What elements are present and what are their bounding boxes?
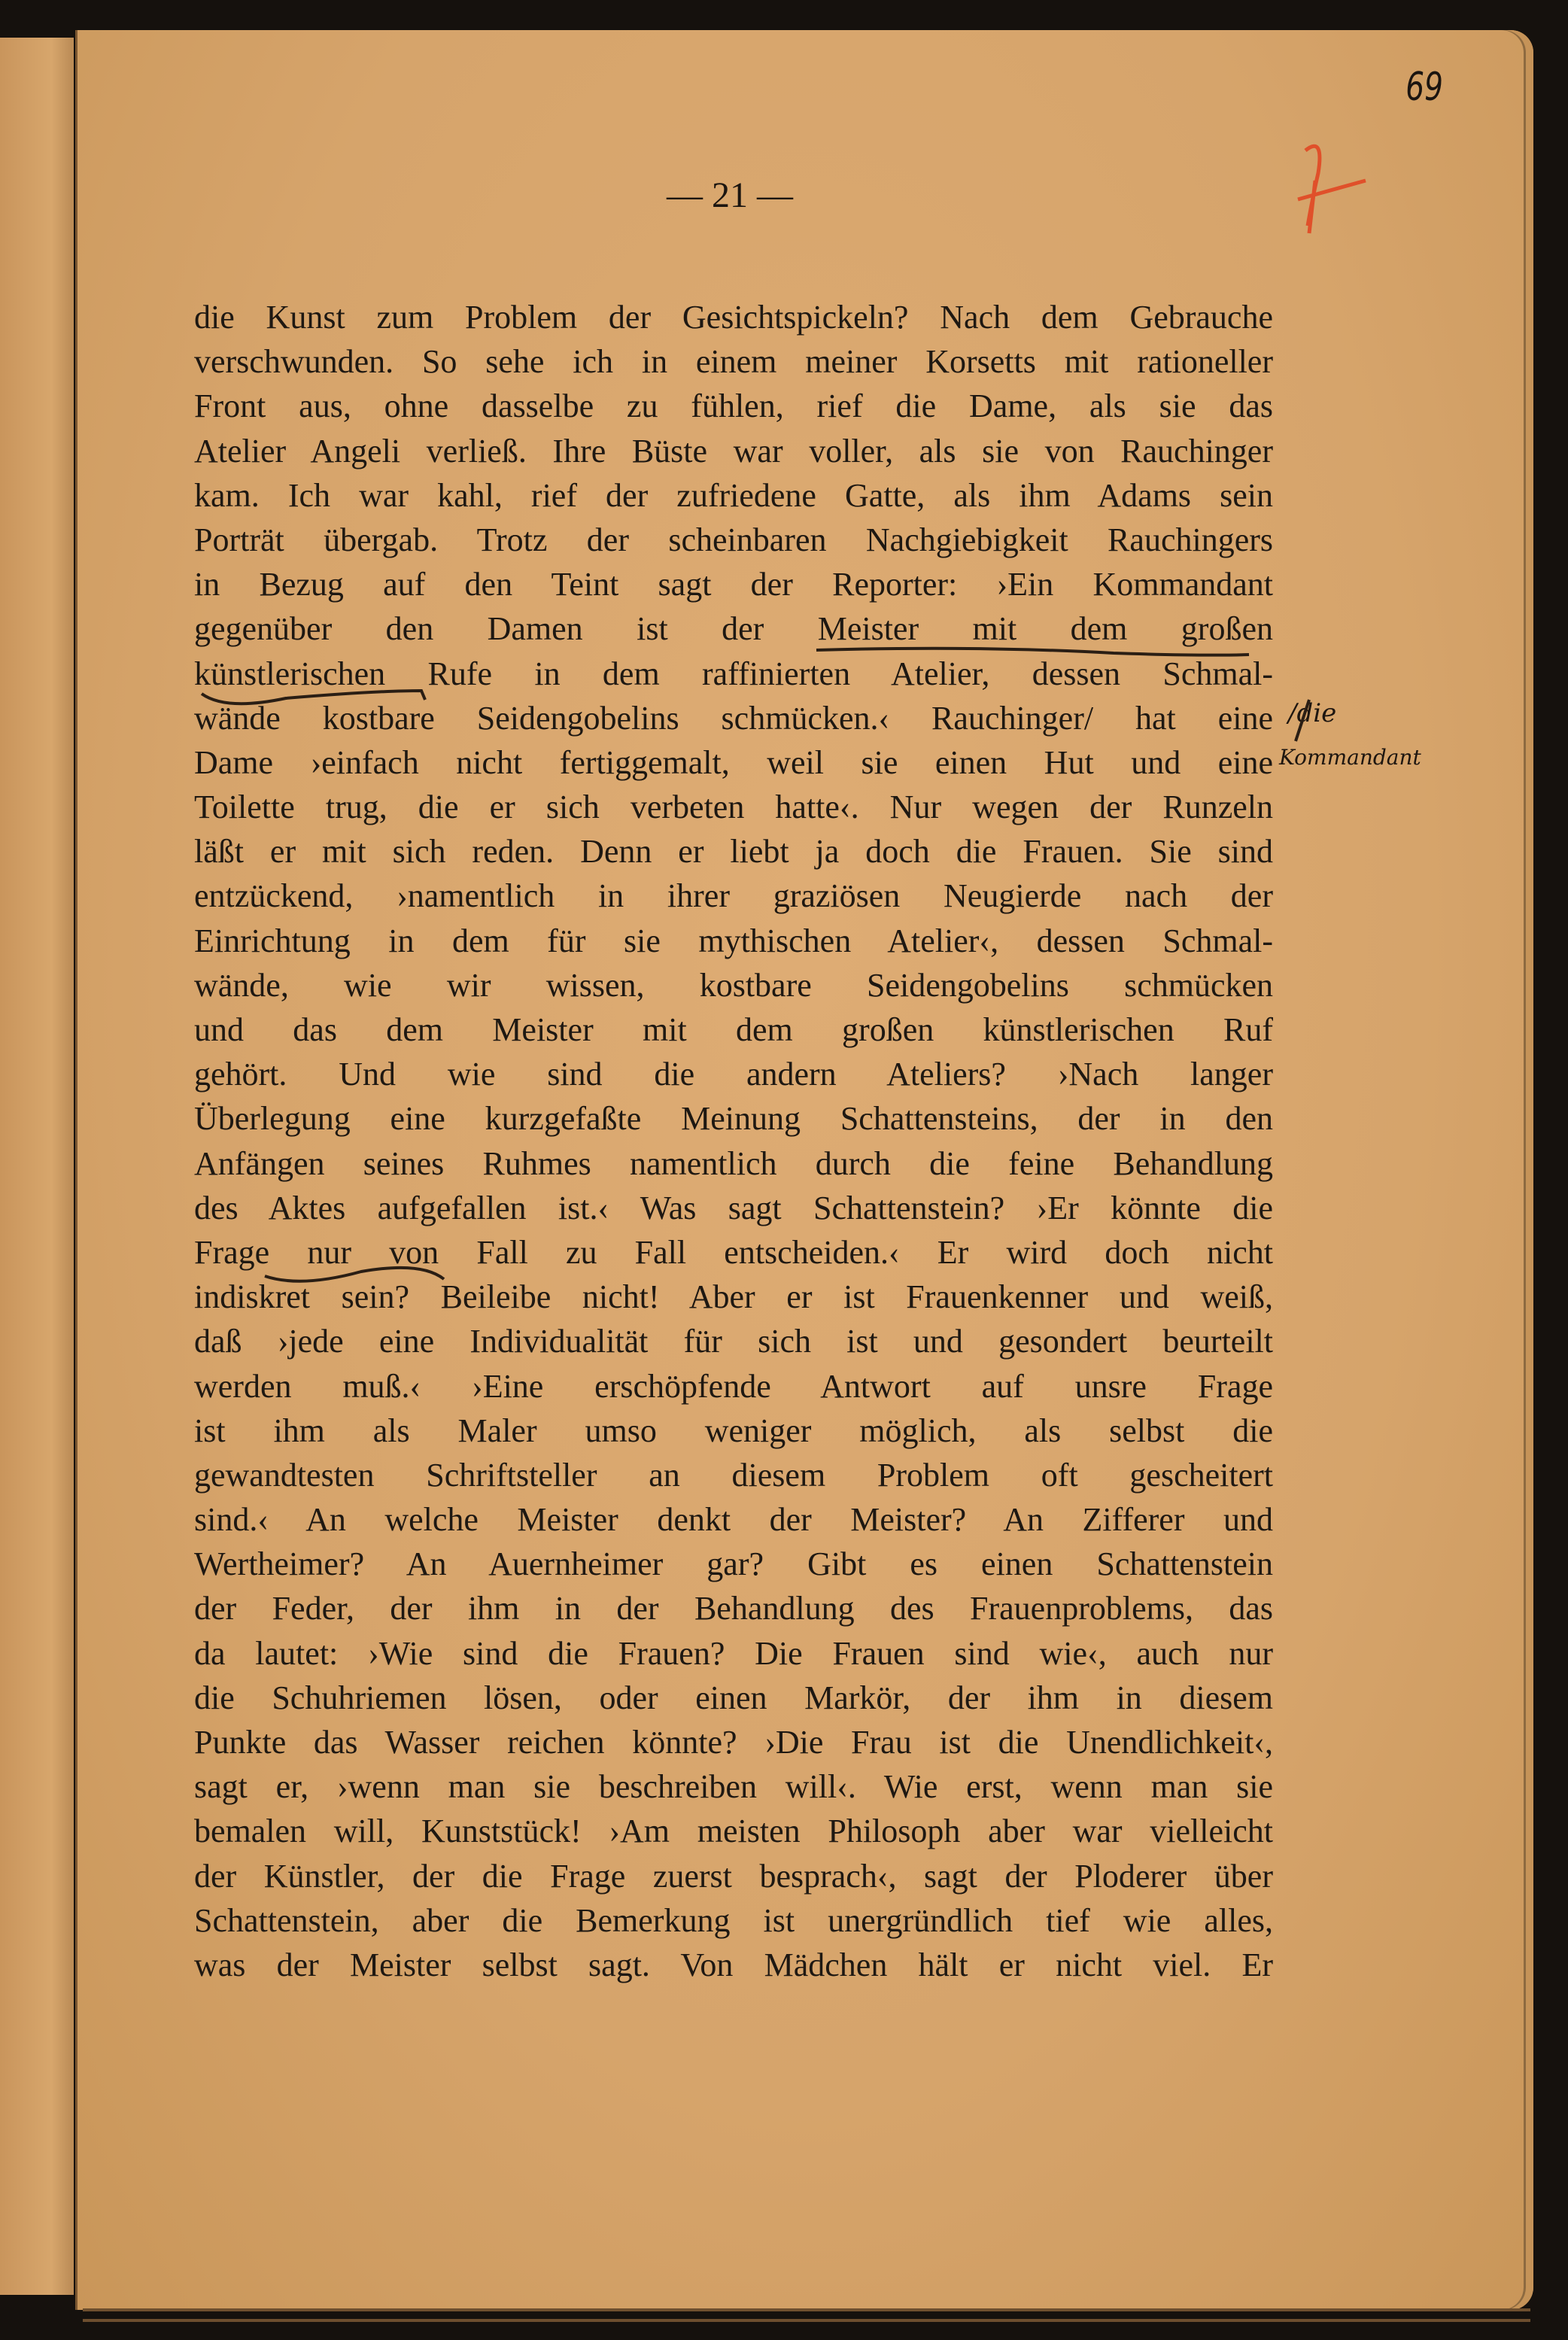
text-line: Überlegung eine kurzgefaßte Meinung Schattensteins, der in den <box>194 1100 1273 1138</box>
text-line: in Bezug auf den Teint sagt der Reporter: ›Ein Kommandant <box>194 566 1273 603</box>
text-line: der Künstler, der die Frage zuerst besprach‹, sagt der Ploderer über <box>194 1857 1273 1895</box>
text-line: wände kostbare Seidengobelins schmücken.‹ Rauchinger/ hat eine <box>194 699 1273 737</box>
text-line: werden muß.‹ ›Eine erschöpfende Antwort auf unsre Frage <box>194 1367 1273 1405</box>
text-line: Front aus, ohne dasselbe zu fühlen, rief die Dame, als sie das <box>194 387 1273 425</box>
text-line: Toilette trug, die er sich verbeten hatte‹. Nur wegen der Runzeln <box>194 789 1273 826</box>
margin-note-insert: /die <box>1288 698 1337 728</box>
text-line: was der Meister selbst sagt. Von Mädchen hält er nicht viel. Er <box>194 1946 1273 1983</box>
text-line: und das dem Meister mit dem großen künstlerischen Ruf <box>194 1011 1273 1048</box>
text-line: der Feder, der ihm in der Behandlung des Frauenproblems, das <box>194 1590 1273 1627</box>
text-line: die Schuhriemen lösen, oder einen Markör, der ihm in diesem <box>194 1679 1273 1716</box>
text-line: gewandtesten Schriftsteller an diesem Problem oft gescheitert <box>194 1456 1273 1494</box>
text-line: daß ›jede eine Individualität für sich ist und gesondert beurteilt <box>194 1323 1273 1360</box>
text-line: bemalen will, Kunststück! ›Am meisten Philosoph aber war vielleicht <box>194 1813 1273 1850</box>
text-line: wände, wie wir wissen, kostbare Seidengobelins schmücken <box>194 966 1273 1004</box>
margin-note-word: Kommandant <box>1279 745 1421 770</box>
text-line: gegenüber den Damen ist der Meister mit dem großen <box>194 610 1273 648</box>
text-line: Punkte das Wasser reichen könnte? ›Die Frau ist die Unendlichkeit‹, <box>194 1724 1273 1761</box>
text-line: Atelier Angeli verließ. Ihre Büste war voller, als sie von Rauchinger <box>194 432 1273 470</box>
page-stack-edge <box>83 2319 1530 2322</box>
text-line: Porträt übergab. Trotz der scheinbaren Nachgiebigkeit Rauchingers <box>194 521 1273 558</box>
text-line: Anfängen seines Ruhmes namentlich durch die feine Behandlung <box>194 1144 1273 1182</box>
text-line: entzückend, ›namentlich in ihrer graziösen Neugierde nach der <box>194 877 1273 915</box>
text-line: ist ihm als Maler umso weniger möglich, als selbst die <box>194 1412 1273 1449</box>
text-line: sind.‹ An welche Meister denkt der Meister? An Zifferer und <box>194 1501 1273 1539</box>
text-line: künstlerischen Rufe in dem raffinierten Atelier, dessen Schmal- <box>194 655 1273 692</box>
text-line: läßt er mit sich reden. Denn er liebt ja doch die Frauen. Sie sind <box>194 833 1273 871</box>
text-line: kam. Ich war kahl, rief der zufriedene Gatte, als ihm Adams sein <box>194 476 1273 514</box>
text-line: die Kunst zum Problem der Gesichtspickeln? Nach dem Gebrauche <box>194 299 1273 336</box>
page-number: — 21 — <box>667 175 793 215</box>
text-line: Dame ›einfach nicht fertiggemalt, weil sie einen Hut und eine <box>194 743 1273 781</box>
text-line: Wertheimer? An Auernheimer gar? Gibt es einen Schattenstein <box>194 1545 1273 1583</box>
text-line: Schattenstein, aber die Bemerkung ist unergründlich tief wie alles, <box>194 1901 1273 1939</box>
text-line: sagt er, ›wenn man sie beschreiben will‹. Wie erst, wenn man sie <box>194 1768 1273 1806</box>
text-line: indiskret sein? Beileibe nicht! Aber er ist Frauenkenner und weiß, <box>194 1278 1273 1316</box>
body-text <box>194 295 1273 1987</box>
text-line: gehört. Und wie sind die andern Ateliers? ›Nach langer <box>194 1056 1273 1093</box>
text-line: Einrichtung in dem für sie mythischen Atelier‹, dessen Schmal- <box>194 922 1273 959</box>
text-line: Frage nur von Fall zu Fall entscheiden.‹ Er wird doch nicht <box>194 1233 1273 1271</box>
facing-page-edge <box>0 38 74 2295</box>
text-line: des Aktes aufgefallen ist.‹ Was sagt Schattenstein? ›Er könnte die <box>194 1189 1273 1226</box>
page-stack-edge <box>83 2308 1530 2311</box>
text-line: da lautet: ›Wie sind die Frauen? Die Frauen sind wie‹, auch nur <box>194 1634 1273 1672</box>
handwritten-archive-number: 69 <box>1405 65 1443 110</box>
text-line: verschwunden. So sehe ich in einem meiner Korsetts mit rationeller <box>194 343 1273 381</box>
